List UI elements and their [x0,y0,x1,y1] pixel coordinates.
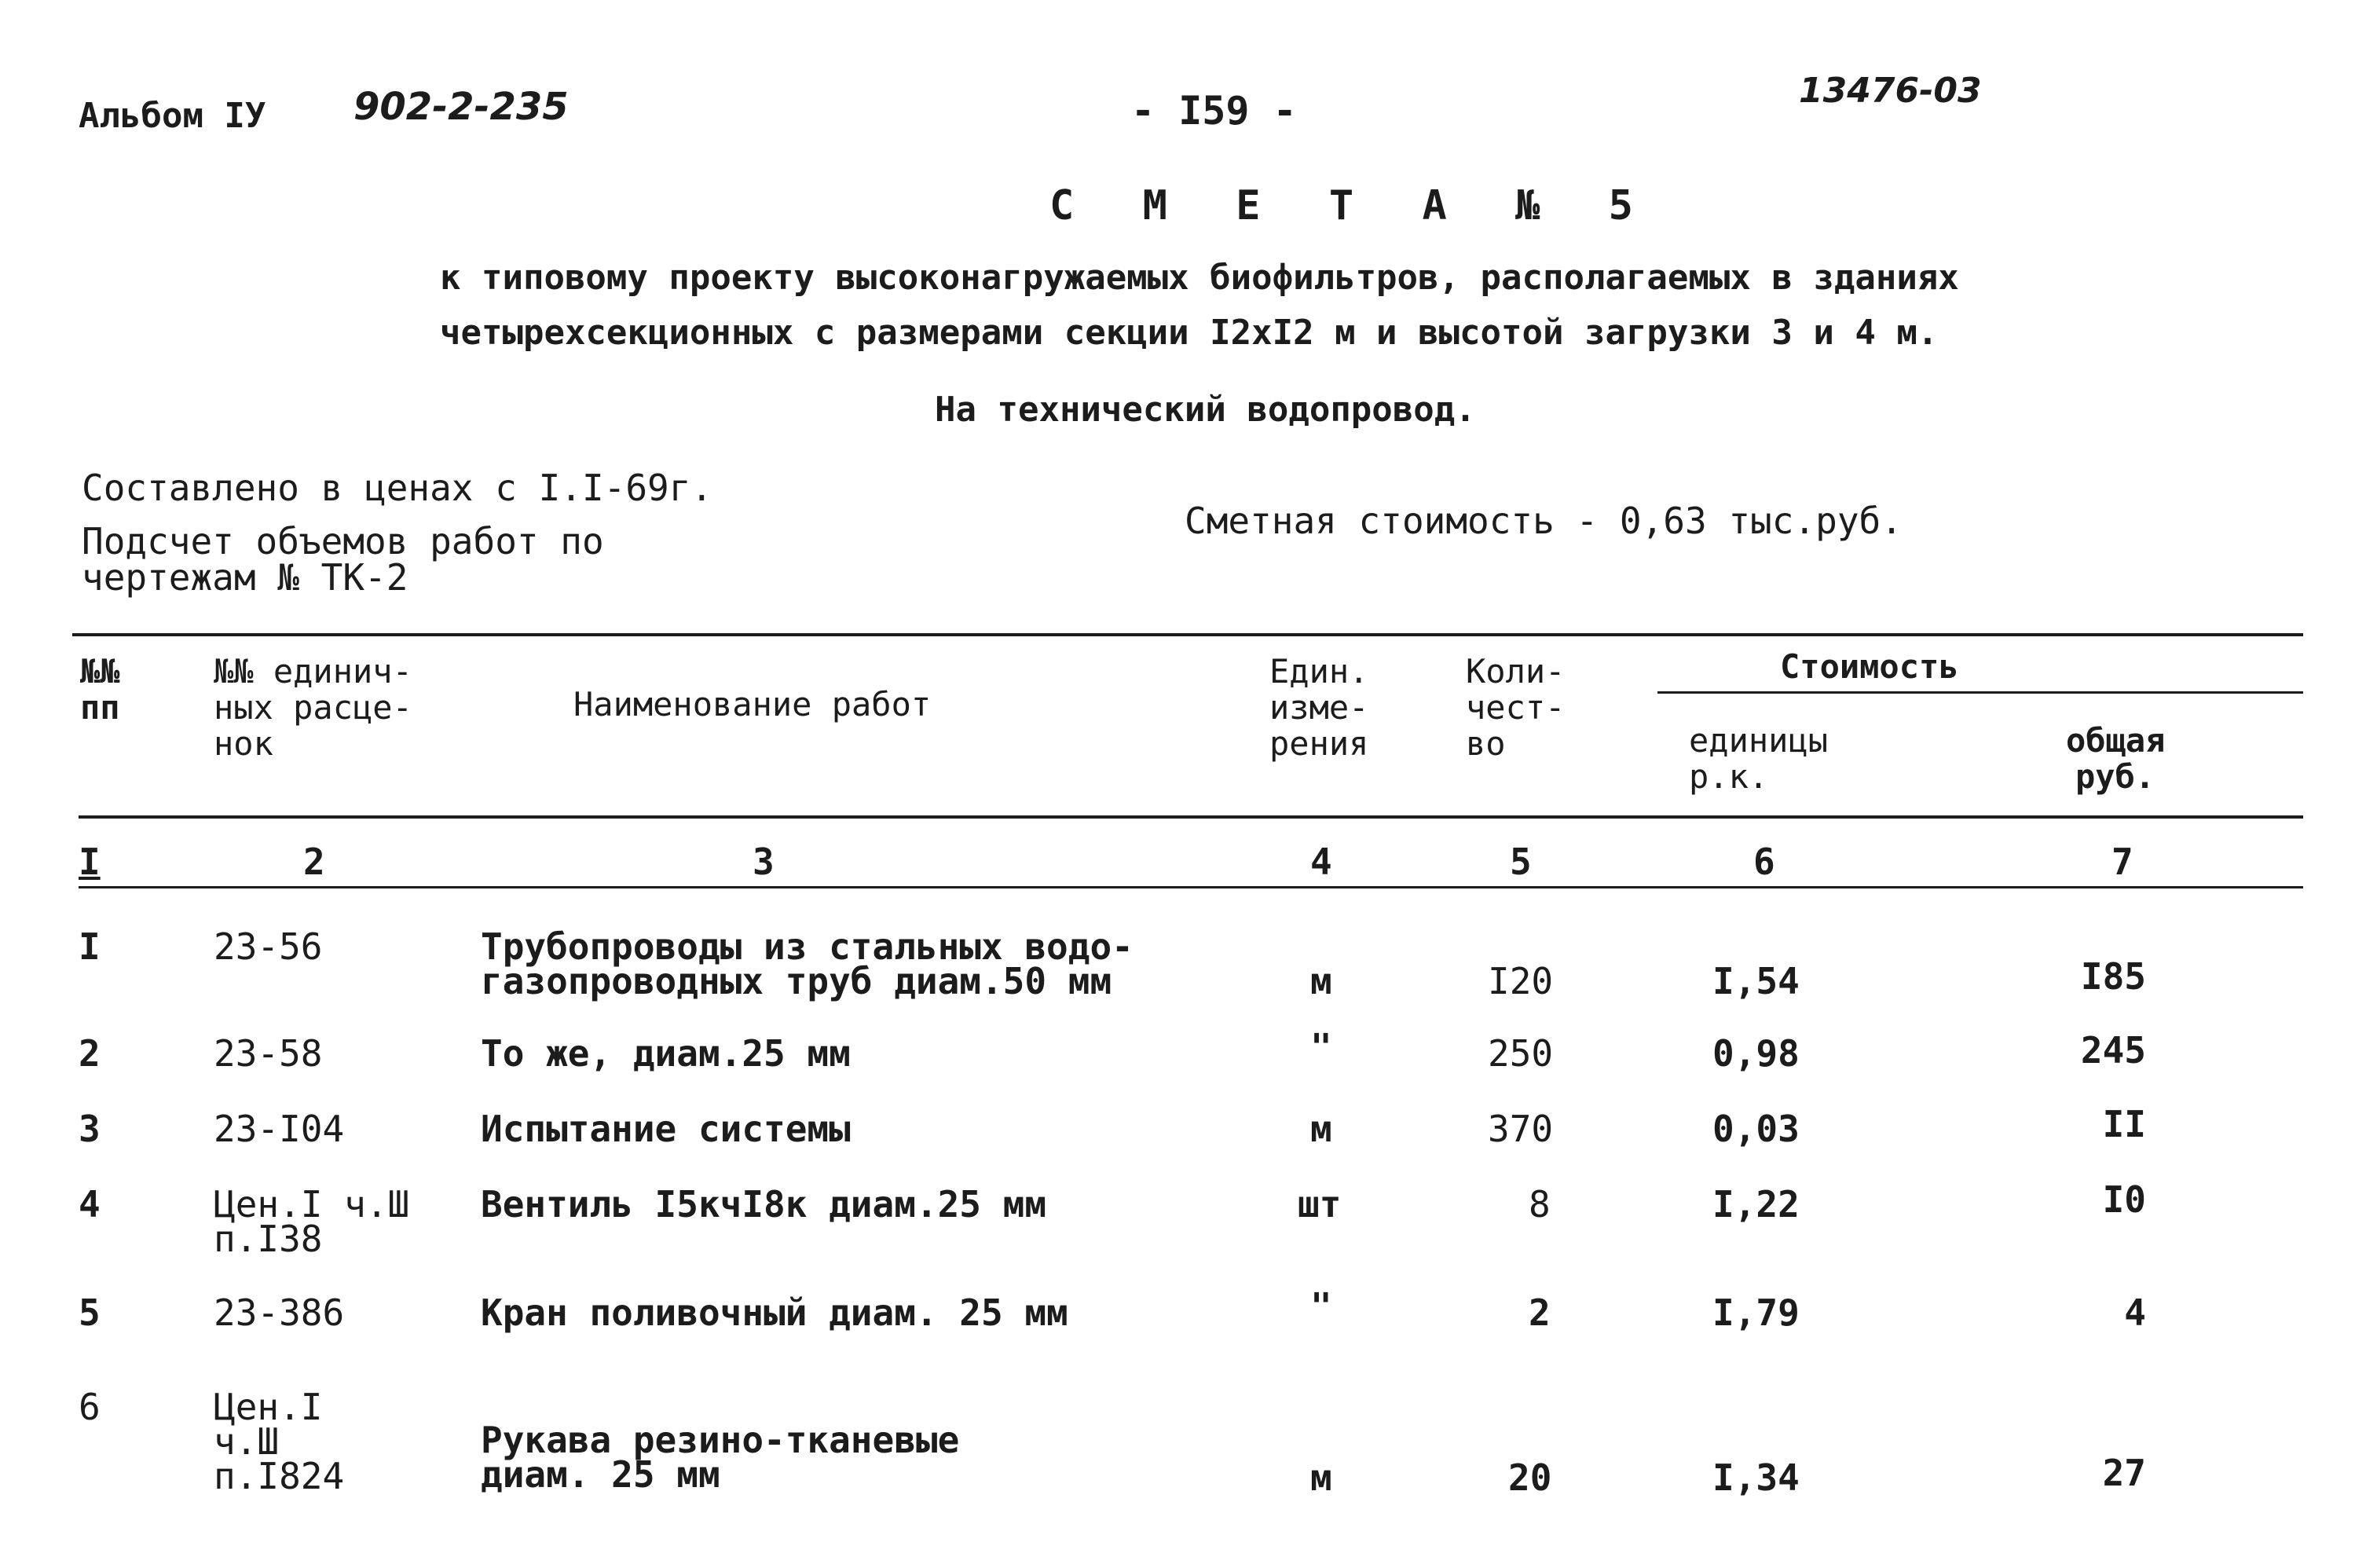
document-title: С М Е Т А № 5 [1049,182,1655,229]
header-num-line2: пп [80,688,120,727]
row2-price: 0,98 [1712,1032,1800,1075]
header-cost-unit-line1: единицы [1689,721,1829,760]
album-label: Альбом IУ [79,96,266,136]
header-rates-line1: №№ единич- [214,652,412,691]
row6-unit: м [1310,1456,1332,1499]
row1-num: I [79,925,101,968]
row2-name: То же, диам.25 мм [481,1032,851,1075]
row2-qty: 250 [1488,1032,1554,1075]
header-qty-line3: во [1466,724,1506,763]
header-unit-line2: изме- [1269,688,1369,727]
row6-rate-line3: п.I824 [214,1455,345,1497]
row6-name-line1: Рукава резино-тканевые [481,1419,960,1461]
row1-price: I,54 [1712,960,1800,1002]
volumes-note-line1: Подсчет объемов работ по [82,520,604,562]
row6-num: 6 [79,1386,101,1428]
row3-price: 0,03 [1712,1108,1800,1150]
row5-unit: " [1310,1285,1332,1328]
row3-qty: 370 [1488,1108,1554,1150]
colnum-7: 7 [2111,841,2133,883]
colnum-4: 4 [1310,841,1332,883]
purpose-line: На технический водопровод. [935,390,1476,430]
prices-note: Составлено в ценах с I.I-69г. [82,467,713,509]
row2-rate: 23-58 [214,1032,323,1075]
row3-name: Испытание системы [481,1108,851,1150]
row1-unit: м [1310,960,1332,1002]
row4-num: 4 [79,1183,101,1225]
header-rates-line3: нок [214,724,273,763]
header-cost-unit-line2: р.к. [1689,757,1769,796]
row5-num: 5 [79,1291,101,1334]
header-rates-line2: ных расце- [214,688,412,727]
row5-price: I,79 [1712,1291,1800,1334]
row4-qty: 8 [1529,1183,1551,1225]
row1-name-line1: Трубопроводы из стальных водо- [481,925,1134,968]
row3-total: II [2102,1103,2146,1145]
row2-unit: " [1310,1026,1332,1068]
row4-total: I0 [2102,1178,2146,1221]
header-cost: Стоимость [1780,647,1959,686]
row1-total: I85 [2080,955,2146,998]
row2-num: 2 [79,1032,101,1075]
row1-name-line2: газопроводных труб диам.50 мм [481,960,1112,1002]
estimated-cost: Сметная стоимость - 0,63 тыс.руб. [1185,500,1903,542]
colnum-5: 5 [1510,841,1532,883]
cost-header-rule [1657,691,2303,694]
header-unit-line3: рения [1269,724,1369,763]
header-num-line1: №№ [80,652,120,691]
row5-rate: 23-386 [214,1291,345,1334]
row4-price: I,22 [1712,1183,1800,1225]
row1-qty: I20 [1488,960,1554,1002]
row4-rate-line1: Цен.I ч.Ш [214,1183,410,1225]
header-qty-line2: чест- [1466,688,1566,727]
header-work-name: Наименование работ [573,685,932,724]
row4-rate-line2: п.I38 [214,1218,323,1260]
header-qty-line1: Коли- [1466,652,1566,691]
page-number: - I59 - [1131,88,1297,134]
row6-rate-line2: ч.Ш [214,1420,280,1463]
colnum-3: 3 [753,841,775,883]
row4-unit: шт [1298,1183,1342,1225]
colnum-6: 6 [1753,841,1775,883]
colnum-2: 2 [303,841,325,883]
row6-name-line2: диам. 25 мм [481,1453,720,1496]
header-unit-line1: Един. [1269,652,1369,691]
row2-total: 245 [2080,1029,2146,1072]
row5-name: Кран поливочный диам. 25 мм [481,1291,1068,1334]
header-cost-total-line1: общая [2066,721,2166,760]
project-code: 902-2-235 [353,85,569,129]
column-numbers-rule [79,886,2303,888]
row6-price: I,34 [1712,1456,1800,1499]
header-bottom-rule [79,815,2303,819]
subtitle-line1: к типовому проекту высоконагружаемых биофильтров, располагаемых в зданиях [440,258,1959,298]
row3-num: 3 [79,1108,101,1150]
row4-name: Вентиль I5кчI8к диам.25 мм [481,1183,1047,1225]
volumes-note-line2: чертежам № ТК-2 [82,556,408,599]
header-cost-total-line2: руб. [2075,757,2155,796]
row6-rate-line1: Цен.I [214,1386,323,1428]
colnum-1: I [79,841,101,883]
row3-rate: 23-I04 [214,1108,345,1150]
row6-qty: 20 [1508,1456,1552,1499]
row5-qty: 2 [1529,1291,1551,1334]
row5-total: 4 [2124,1291,2146,1334]
row1-rate: 23-56 [214,925,323,968]
table-top-rule [72,633,2303,636]
subtitle-line2: четырехсекционных с размерами секции I2хI2 м и высотой загрузки 3 и 4 м. [440,313,1939,353]
document-number: 13476-03 [1799,71,1982,111]
row6-total: 27 [2102,1452,2146,1494]
row3-unit: м [1310,1108,1332,1150]
